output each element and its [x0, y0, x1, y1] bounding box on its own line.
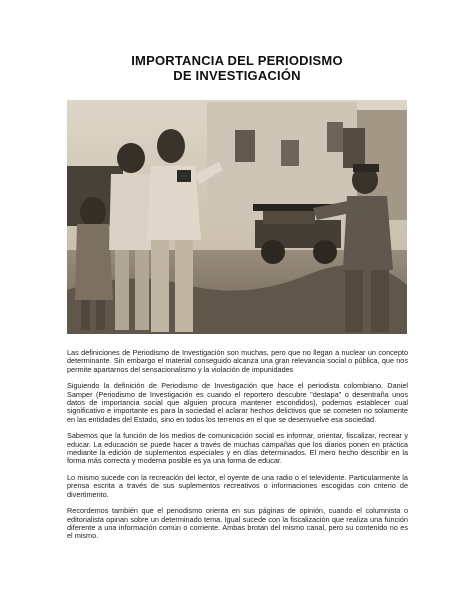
page-title	[0, 53, 474, 83]
title-line-1: IMPORTANCIA DEL PERIODISMO	[131, 53, 343, 68]
paragraph-2: Siguiendo la definición de Periodismo de Investigación que hace el periodista colombiano, Daniel Samper (Periodismo de Investigación es cuando el reportero descubre "destapa" o desentraña unos datos de importancia social que alguien procura mantener escondidos), podemos establecer cual significativo e importante es para la sociedad el aclarar hechos delictivos que se cometen no solamente en las entidades del Estado, sino en todos los terrenos en el que se desenvuelve esa sociedad.	[67, 381, 408, 424]
paragraph-1: Las definiciones de Periodismo de Investigación son muchas, pero que no llegan a nuclear un concepto determinante. Sin embargo el material conseguido alcanza una gran relevancia social o pública, que nos permite apartarnos del sensacionalismo y la violación de impunidades	[67, 348, 408, 374]
paragraph-5: Recordemos también que el periodismo orienta en sus páginas de opinión, cuando el columnista o editorialista opinan sobre un determinado tema. Igual sucede con la fiscalización que realiza una función diferente a una información común o corriente. Ambas brotan del mismo canal, pero su contenido no es el mismo.	[67, 506, 408, 541]
press-photo	[67, 100, 407, 334]
paragraph-4: Lo mismo sucede con la recreación del lector, el oyente de una radio o el televidente. Particularmente la prensa escrita a través de sus suplementos recreativos o informaciones escogidas con criterio de divertimento.	[67, 472, 408, 499]
title-line-2: DE INVESTIGACIÓN	[173, 68, 301, 83]
paragraph-3: Sabemos que la función de los medios de comunicación social es informar, orientar, fiscalizar, recrear y educar. La educación se puede hacer a través de muchas campañas que los diarios ponen en práctica mediante la edición de suplementos especiales y en días determinados. El mero hecho describir en la forma más correcta y moderna posible es ya una forma de educar.	[67, 431, 408, 466]
article-body	[67, 349, 408, 549]
press-photo-illustration	[67, 100, 407, 334]
